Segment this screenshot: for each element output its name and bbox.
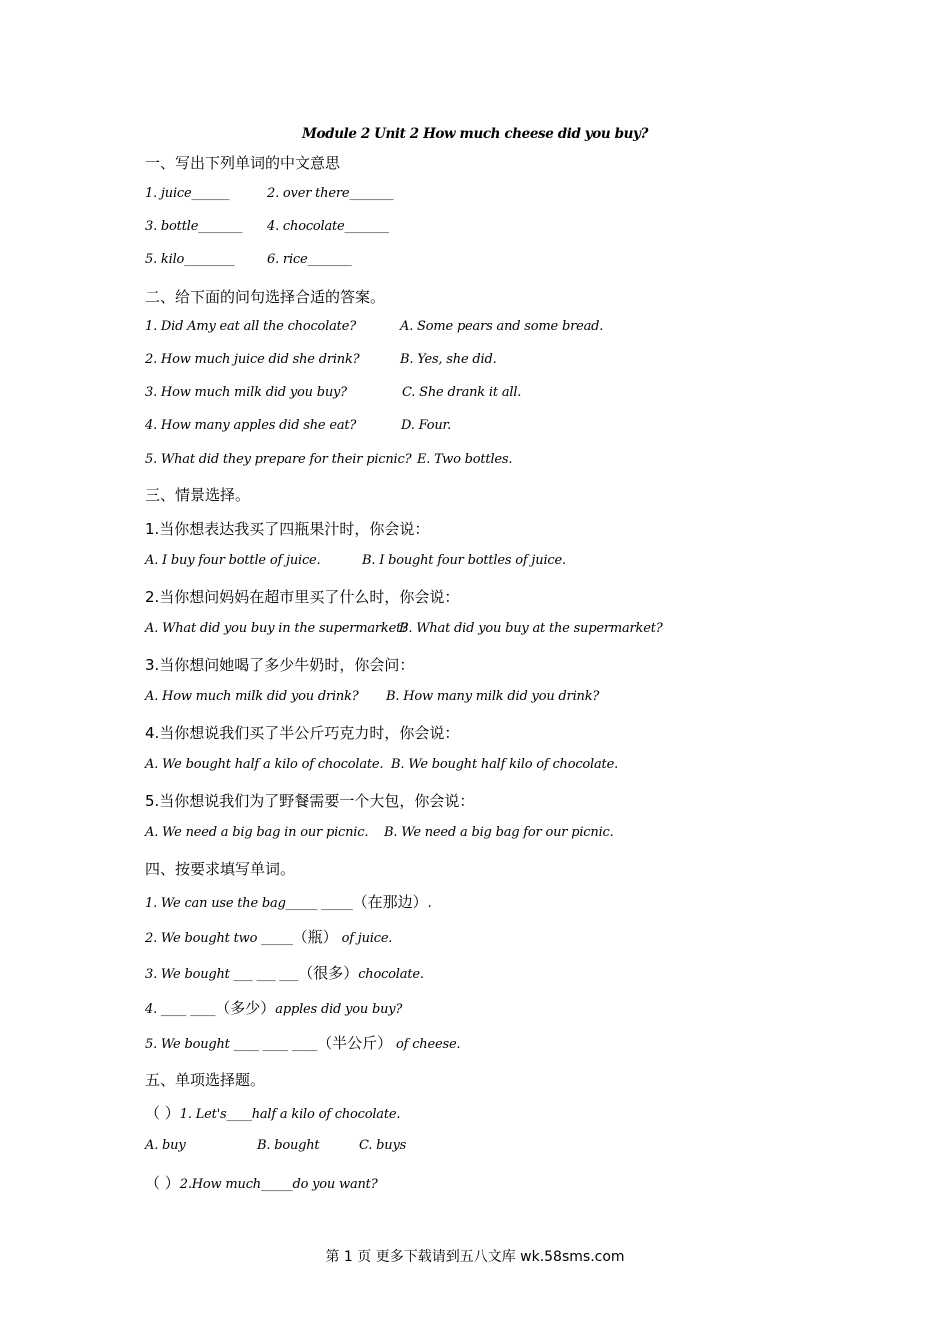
mc-option-b: B. bought (257, 1138, 320, 1153)
scenario-option-2a: A. What did you buy in the supermarket? (145, 621, 408, 636)
fill-item-2 (145, 926, 392, 947)
scenario-prompt-3: 3.当你想问她喝了多少牛奶时，你会问： (145, 656, 415, 674)
fill-item-2-text: 2. We bought two _____ (145, 931, 293, 946)
scenario-option-5b: B. We need a big bag for our picnic. (384, 825, 614, 840)
fill-item-4-end: apples did you buy? (275, 1002, 403, 1017)
fill-item-5-text: 5. We bought ____ ____ ____ (145, 1037, 318, 1052)
vocab-item-6: 6. rice_______ (267, 252, 352, 267)
page-title: Module 2 Unit 2 How much cheese did you buy? (302, 126, 648, 142)
fill-item-4-hint: （多少） (215, 999, 276, 1017)
section5-heading: 五、单项选择题。 (145, 1071, 266, 1089)
fill-item-3-end: chocolate. (358, 967, 424, 982)
fill-item-3 (145, 962, 424, 983)
fill-item-5 (145, 1032, 460, 1053)
scenario-option-5a: A. We need a big bag in our picnic. (145, 825, 369, 840)
match-question-1: 1. Did Amy eat all the chocolate? (145, 319, 356, 334)
scenario-prompt-5: 5.当你想说我们为了野餐需要一个大包，你会说： (145, 792, 475, 810)
scenario-option-4a: A. We bought half a kilo of chocolate. (145, 757, 384, 772)
match-answer-d: D. Four. (401, 418, 452, 433)
vocab-item-1: 1. juice______ (145, 186, 230, 201)
fill-item-4-text: 4. ____ ____ (145, 1002, 216, 1017)
vocab-item-4: 4. chocolate_______ (267, 219, 389, 234)
scenario-option-4b: B. We bought half kilo of chocolate. (391, 757, 619, 772)
mc-question-1-text: 1. Let's____half a kilo of chocolate. (179, 1107, 401, 1122)
section1-heading: 一、写出下列单词的中文意思 (145, 154, 341, 172)
scenario-option-2b: B. What did you buy at the supermarket? (399, 621, 663, 636)
section2-heading: 二、给下面的问句选择合适的答案。 (145, 288, 386, 306)
vocab-item-3: 3. bottle_______ (145, 219, 243, 234)
vocab-item-5: 5. kilo________ (145, 252, 235, 267)
mc-option-c: C. buys (359, 1138, 407, 1153)
vocab-item-2: 2. over there_______ (267, 186, 394, 201)
fill-item-4 (145, 997, 402, 1018)
match-answer-e: E. Two bottles. (417, 452, 513, 467)
fill-item-2-end: of juice. (337, 931, 393, 946)
match-question-4: 4. How many apples did she eat? (145, 418, 357, 433)
mc-question-2-text: 2.How much_____do you want? (179, 1177, 378, 1192)
scenario-prompt-4: 4.当你想说我们买了半公斤巧克力时，你会说： (145, 724, 460, 742)
page-footer: 第 1 页 更多下载请到五八文库 wk.58sms.com (325, 1249, 625, 1265)
fill-item-3-hint: （很多） (298, 964, 359, 982)
scenario-option-3b: B. How many milk did you drink? (386, 689, 600, 704)
fill-item-2-hint: （瓶） (292, 928, 338, 946)
fill-item-1-hint: （在那边） (352, 893, 428, 911)
section4-heading: 四、按要求填写单词。 (145, 860, 296, 878)
scenario-prompt-2: 2.当你想问妈妈在超市里买了什么时，你会说： (145, 588, 460, 606)
match-question-2: 2. How much juice did she drink? (145, 352, 360, 367)
scenario-option-3a: A. How much milk did you drink? (145, 689, 359, 704)
mc-question-2 (145, 1172, 377, 1193)
scenario-option-1a: A. I buy four bottle of juice. (145, 553, 321, 568)
mc-question-1 (145, 1102, 400, 1123)
fill-item-1 (145, 891, 432, 912)
mc-option-a: A. buy (145, 1138, 186, 1153)
section3-heading: 三、情景选择。 (145, 486, 251, 504)
fill-item-1-end: . (427, 896, 432, 911)
mc-question-1-bracket: （ ） (145, 1104, 180, 1122)
scenario-prompt-1: 1.当你想表达我买了四瓶果汁时，你会说： (145, 520, 430, 538)
fill-item-1-text: 1. We can use the bag_____ _____ (145, 896, 353, 911)
fill-item-3-text: 3. We bought ___ ___ ___ (145, 967, 299, 982)
mc-question-2-bracket: （ ） (145, 1174, 180, 1192)
match-answer-b: B. Yes, she did. (400, 352, 497, 367)
match-question-5: 5. What did they prepare for their picnic? (145, 452, 412, 467)
fill-item-5-hint: （半公斤） (317, 1034, 393, 1052)
match-question-3: 3. How much milk did you buy? (145, 385, 347, 400)
fill-item-5-end: of cheese. (392, 1037, 461, 1052)
match-answer-a: A. Some pears and some bread. (400, 319, 604, 334)
match-answer-c: C. She drank it all. (402, 385, 522, 400)
scenario-option-1b: B. I bought four bottles of juice. (362, 553, 566, 568)
